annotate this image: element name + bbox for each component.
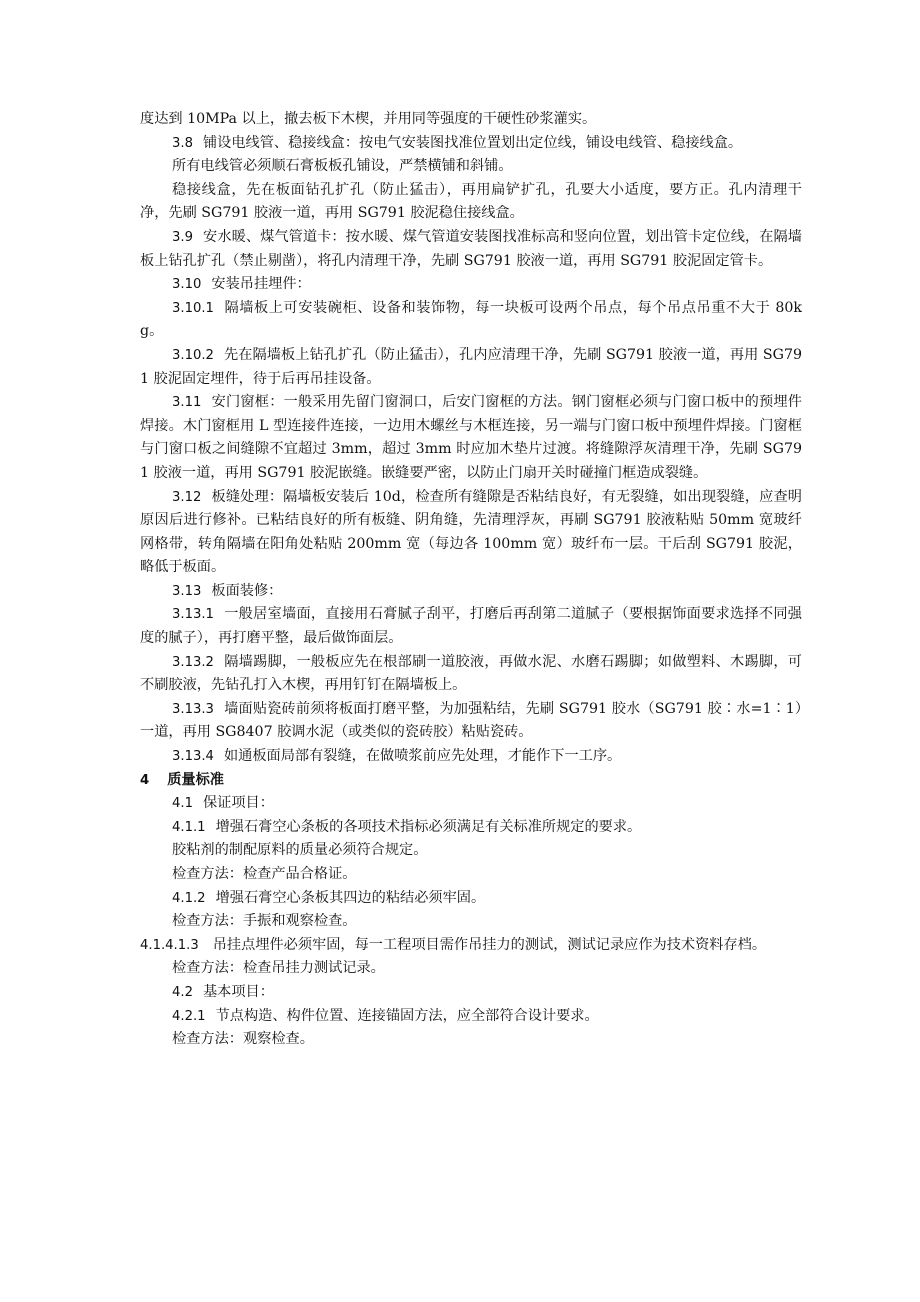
section-text: 节点构造、构件位置、连接锚固方法，应全部符合设计要求。 xyxy=(215,1007,599,1024)
section-4-1 xyxy=(140,792,802,816)
section-text: 一般居室墙面，直接用石膏腻子刮平，打磨后再刮第二道腻子（要根据饰面要求选择不同强度的腻子），再打磨平整，最后做饰面层。 xyxy=(140,606,802,647)
paragraph-junction-box: 稳接线盒，先在板面钻孔扩孔（防止猛击），再用扁铲扩孔，孔要大小适度，要方正。孔内清理干净，先刷 SG791 胶液一道，再用 SG791 胶泥稳住接线盒。 xyxy=(140,181,802,222)
paragraph-check-method-1: 检查方法：检查产品合格证。 xyxy=(172,866,357,882)
section-3-8 xyxy=(140,132,802,156)
section-text: 安水暖、煤气管道卡：按水暖、煤气管道安装图找准标高和竖向位置，划出管卡定位线，在隔墙板上钻孔扩孔（禁止剔凿），将孔内清理干净，先刷 SG791 胶液一道，再用 SG791 胶泥固定管卡。 xyxy=(140,228,802,269)
section-3-10-2 xyxy=(140,344,802,391)
section-text: 安门窗框：一般采用先留门窗洞口，后安门窗框的方法。钢门窗框必须与门窗口板中的预埋件焊接。木门窗框用 L 型连接件连接，一边用木螺丝与木框连接，另一端与门窗口板中预埋件焊接。门窗框与门窗口板之间缝隙不宜超过 3mm，超过 3mm 时应加木垫片过渡。将缝隙浮灰清理干净，先刷 SG791 胶液一道，再用 SG791 胶泥嵌缝。嵌缝要严密，以防止门扇开关时碰撞门框造成裂缝。 xyxy=(140,394,802,481)
section-text: 先在隔墙板上钻孔扩孔（防止猛击），孔内应清理干净，先刷 SG791 胶液一道，再用 SG791 胶泥固定埋件，待于后再吊挂设备。 xyxy=(140,346,802,387)
section-text: 增强石膏空心条板的各项技术指标必须满足有关标准所规定的要求。 xyxy=(215,818,642,835)
document-page xyxy=(140,108,802,1052)
section-number: 3.13.2 xyxy=(172,654,214,670)
section-number: 3.13.3 xyxy=(172,701,214,717)
section-text: 隔墙板上可安装碗柜、设备和装饰物，每一块板可设两个吊点，每个吊点吊重不大于 80kg。 xyxy=(140,299,802,340)
section-text: 保证项目： xyxy=(202,795,274,812)
paragraph-check-method-4: 检查方法：观察检查。 xyxy=(172,1031,314,1048)
section-number: 3.11 xyxy=(172,395,202,411)
section-number: 4.2 xyxy=(172,984,193,1000)
section-number: 3.10.2 xyxy=(172,347,214,363)
section-number: 3.10.1 xyxy=(172,300,214,316)
section-number: 3.13 xyxy=(172,583,202,599)
paragraph-check-method-2: 检查方法：手振和观察检查。 xyxy=(172,913,357,930)
section-text: 增强石膏空心条板其四边的粘结必须牢固。 xyxy=(215,889,486,906)
section-3-13-1 xyxy=(140,603,802,650)
section-4-2-1 xyxy=(140,1005,802,1029)
section-3-10-1 xyxy=(140,297,802,344)
section-3-13-2 xyxy=(140,651,802,698)
section-text: 铺设电线管、稳接线盒：按电气安装图找准位置划出定位线，铺设电线管、稳接线盒。 xyxy=(202,134,743,151)
section-number: 3.9 xyxy=(172,229,193,245)
section-number: 4.1.1 xyxy=(172,819,206,835)
section-text: 吊挂点埋件必须牢固，每一工程项目需作吊挂力的测试，测试记录应作为技术资料存档。 xyxy=(212,936,767,953)
section-3-9 xyxy=(140,226,802,273)
section-4-1-1 xyxy=(140,816,802,840)
section-3-10 xyxy=(140,273,802,297)
section-text: 如通板面局部有裂缝，在做喷浆前应先处理，才能作下一工序。 xyxy=(223,748,622,765)
section-4-2 xyxy=(140,981,802,1005)
section-3-13-4 xyxy=(140,745,802,769)
paragraph-adhesive: 胶粘剂的制配原料的质量必须符合规定。 xyxy=(172,842,428,859)
section-3-11 xyxy=(140,391,802,485)
chapter-4-heading xyxy=(140,769,802,793)
section-number: 3.10 xyxy=(172,277,202,293)
paragraph-check-method-3: 检查方法：检查吊挂力测试记录。 xyxy=(172,960,385,977)
section-3-13-3 xyxy=(140,698,802,745)
section-number: 3.12 xyxy=(172,489,202,505)
chapter-title: 质量标准 xyxy=(167,771,224,788)
section-text: 墙面贴瓷砖前须将板面打磨平整，为加强粘结，先刷 SG791 胶水（SG791 胶∶水=1∶1）一道，再用 SG8407 胶调水泥（或类似的瓷砖胶）粘贴瓷砖。 xyxy=(140,700,802,741)
section-number: 3.8 xyxy=(172,135,193,151)
paragraph-continuation: 度达到 10MPa 以上，撤去板下木楔，并用同等强度的干硬性砂浆灌实。 xyxy=(140,111,597,127)
section-text: 基本项目： xyxy=(202,983,274,1000)
chapter-number: 4 xyxy=(140,772,150,788)
section-3-13 xyxy=(140,580,802,604)
section-number: 3.13.4 xyxy=(172,749,214,765)
section-3-12 xyxy=(140,486,802,580)
section-4-1-2 xyxy=(140,887,802,911)
section-number: 4.1.2 xyxy=(172,890,206,906)
section-text: 安装吊挂埋件： xyxy=(211,276,311,293)
paragraph-conduit-rule: 所有电线管必须顺石膏板板孔铺设，严禁横铺和斜铺。 xyxy=(172,158,513,175)
section-number: 4.2.1 xyxy=(172,1008,206,1024)
section-text: 隔墙踢脚，一般板应先在根部刷一道胶液，再做水泥、水磨石踢脚；如做塑料、木踢脚，可不刷胶液，先钻孔打入木楔，再用钉钉在隔墙板上。 xyxy=(140,653,802,694)
section-number: 3.13.1 xyxy=(172,607,214,623)
section-number: 4.1.4.1.3 xyxy=(140,937,199,953)
section-text: 板缝处理：隔墙板安装后 10d，检查所有缝隙是否粘结良好，有无裂缝，如出现裂缝，应查明原因后进行修补。已粘结良好的所有板缝、阴角缝，先清理浮灰，再刷 SG791 胶液粘贴 50mm 宽玻纤网格带，转角隔墙在阳角处粘贴 200mm 宽（每边各 100mm 宽）玻纤布一层。干后刮 SG791 胶泥，略低于板面。 xyxy=(140,488,802,576)
section-text: 板面装修： xyxy=(211,582,283,599)
section-number: 4.1 xyxy=(172,796,193,812)
section-4-1-3 xyxy=(140,934,802,958)
